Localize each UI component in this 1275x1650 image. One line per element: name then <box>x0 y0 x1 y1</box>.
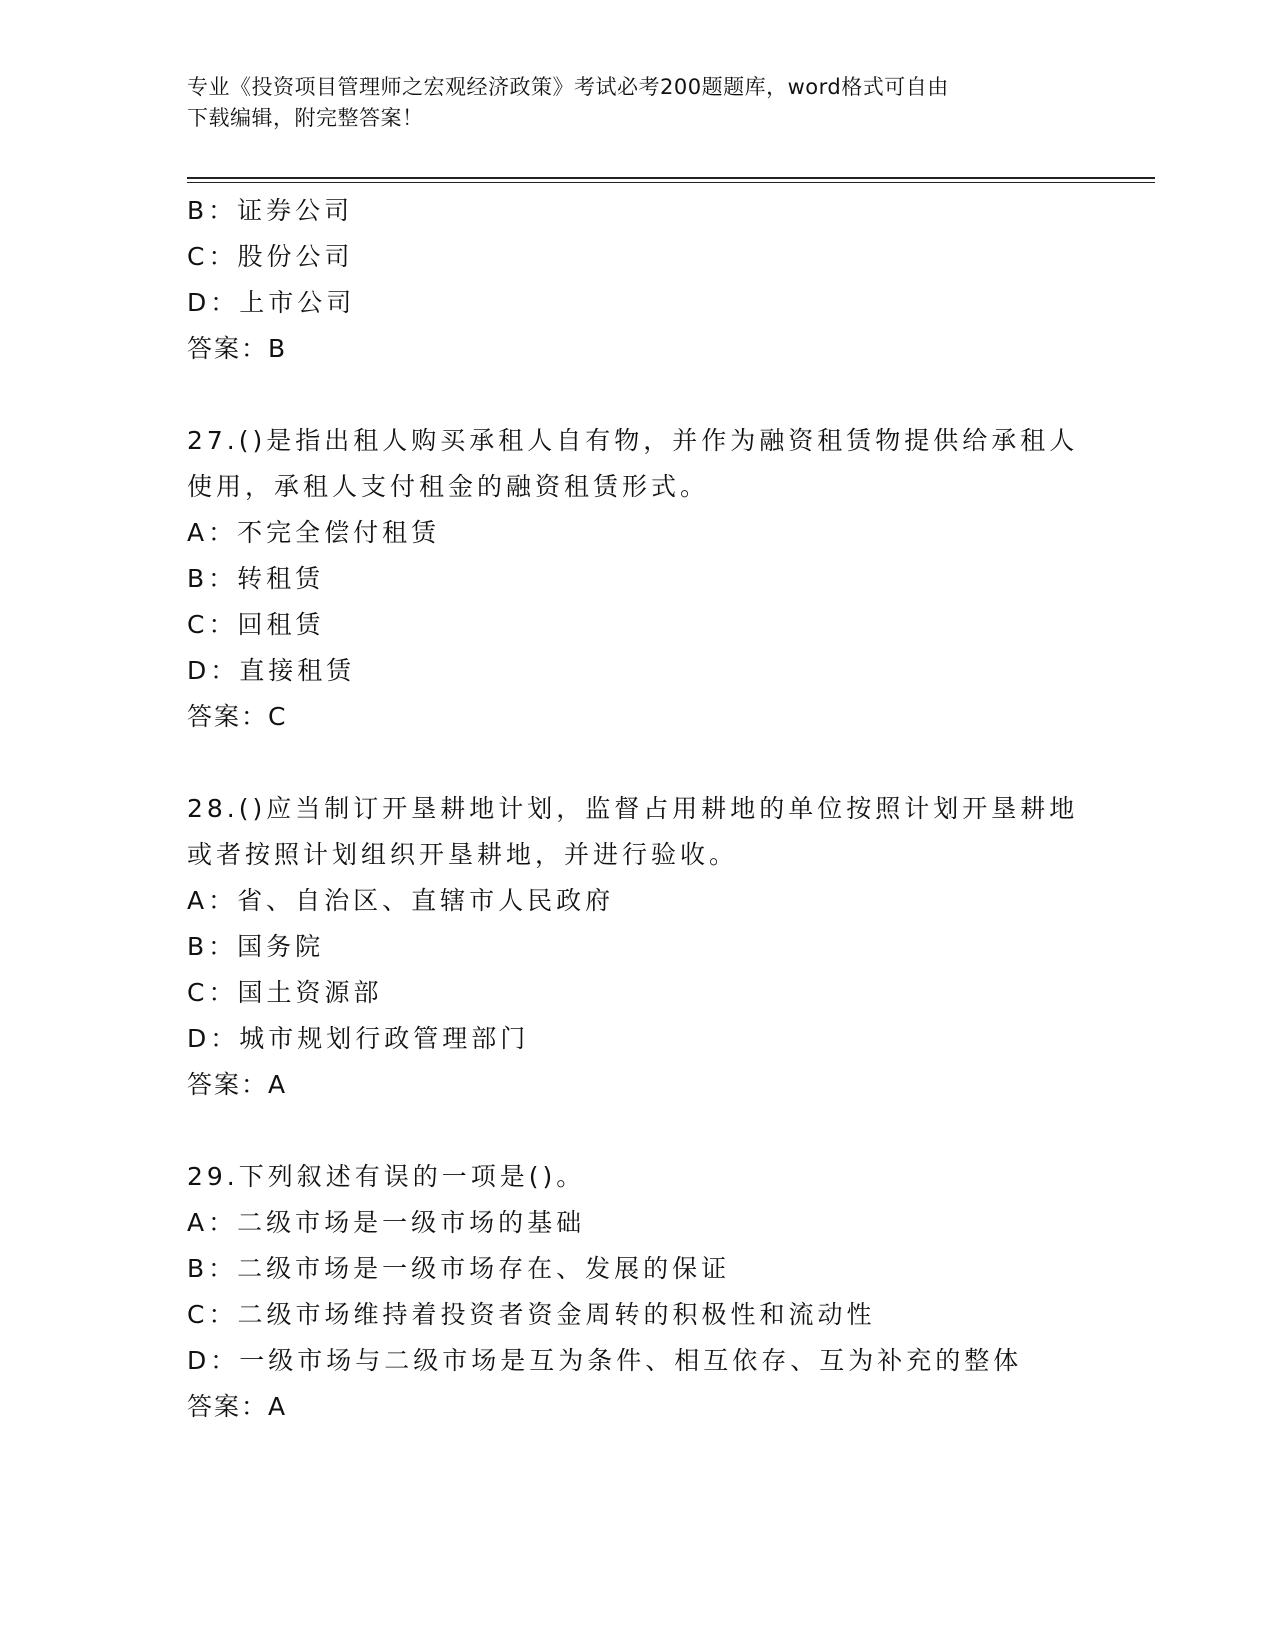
header-line-1: 专业《投资项目管理师之宏观经济政策》考试必考200题题库，word格式可自由 <box>187 75 949 99</box>
partial-question <box>187 188 1087 372</box>
question-29 <box>187 1154 1087 1430</box>
header-rule-thick <box>187 177 1155 179</box>
header-rule-thin <box>187 182 1155 183</box>
spacer <box>187 740 1087 786</box>
question-28 <box>187 786 1087 1108</box>
option-c: C：二级市场维持着投资者资金周转的积极性和流动性 <box>187 1300 876 1329</box>
option-c: C：股份公司 <box>187 242 354 271</box>
question-stem-line: 28.()应当制订开垦耕地计划，监督占用耕地的单位按照计划开垦耕地 <box>187 794 1079 823</box>
option-d: D：一级市场与二级市场是互为条件、相互依存、互为补充的整体 <box>187 1346 1023 1375</box>
header-line-2: 下载编辑，附完整答案！ <box>187 106 424 130</box>
answer-line: 答案：B <box>187 334 288 363</box>
option-a: A：不完全偿付租赁 <box>187 518 441 547</box>
question-stem-line: 使用，承租人支付租金的融资租赁形式。 <box>187 472 710 501</box>
answer-line: 答案：A <box>187 1392 288 1421</box>
option-b: B：国务院 <box>187 932 325 961</box>
option-d: D：城市规划行政管理部门 <box>187 1024 530 1053</box>
option-d: D：上市公司 <box>187 288 356 317</box>
option-d: D：直接租赁 <box>187 656 356 685</box>
answer-line: 答案：A <box>187 1070 288 1099</box>
option-b: B：证券公司 <box>187 196 354 225</box>
option-a: A：省、自治区、直辖市人民政府 <box>187 886 615 915</box>
question-27 <box>187 418 1087 740</box>
question-stem-line: 29.下列叙述有误的一项是()。 <box>187 1162 586 1191</box>
option-b: B：二级市场是一级市场存在、发展的保证 <box>187 1254 731 1283</box>
question-stem-line: 或者按照计划组织开垦耕地，并进行验收。 <box>187 840 739 869</box>
answer-line: 答案：C <box>187 702 288 731</box>
option-c: C：回租赁 <box>187 610 325 639</box>
question-stem-line: 27.()是指出租人购买承租人自有物，并作为融资租赁物提供给承租人 <box>187 426 1079 455</box>
option-b: B：转租赁 <box>187 564 325 593</box>
spacer <box>187 372 1087 418</box>
option-c: C：国土资源部 <box>187 978 383 1007</box>
spacer <box>187 1108 1087 1154</box>
question-content <box>187 188 1087 1430</box>
option-a: A：二级市场是一级市场的基础 <box>187 1208 586 1237</box>
page-header <box>187 72 1067 134</box>
